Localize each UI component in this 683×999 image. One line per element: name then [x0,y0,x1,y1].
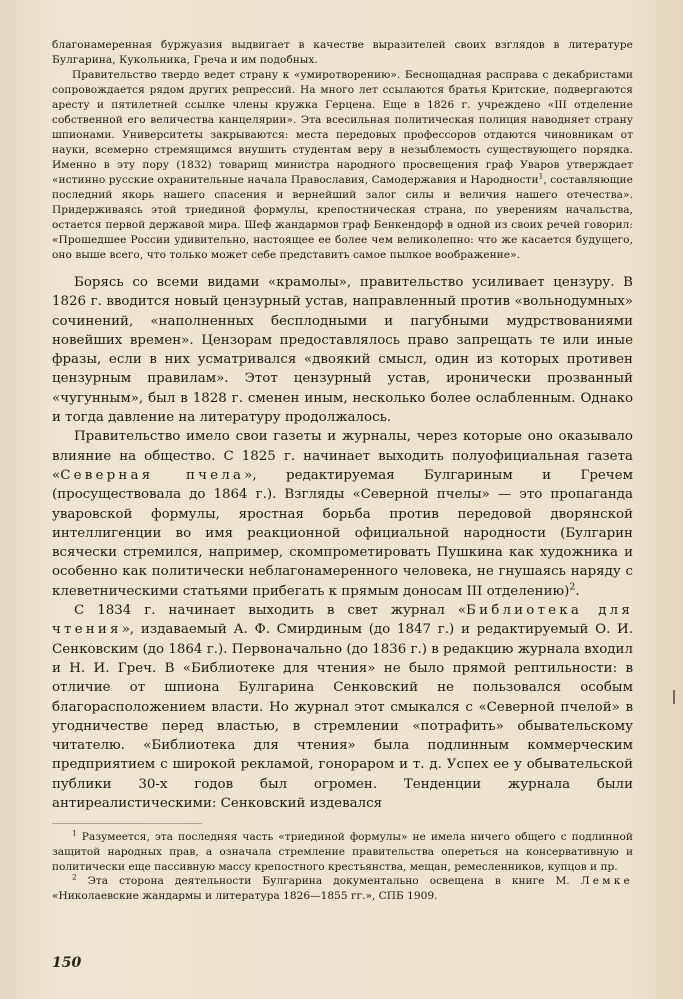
top-paragraph-2-text: Правительство твердо ведет страну к «умиротворению». Беснощадная расправа с декабристами сопровождается рядом других репрессий. На много лет ссылаются братья Критские, подвергаются аресту и пятилетней ссылке члены кружка Герцена. Еще в 1826 г. учреждено «III отделение собственной его величества канцелярии». Эта всесильная политическая полиция наводняет страну шпионами. Университеты закрываются: места передовых профессоров отдаются чиновникам от науки, всемерно стремящимся внушить студентам веру в незыблемость существующего порядка. Именно в эту пору (1832) товарищ министра народного просвещения граф Уваров утверждает «истинно русские охранительные начала Православия, Самодержавия и Народности [52,69,633,186]
main-paragraph-2-a: Правительство имело свои газеты и журналы, через которые оно оказывало влияние на общество. С 1825 г. начинает выходить полуофициальная газета « [52,429,633,483]
page-edge-mark [673,690,675,704]
footnote-1-mark: 1 [72,828,77,838]
main-text [52,273,633,813]
newspaper-title: Северная пчела [60,467,245,483]
footnote-2-text-b: «Николаевские жандармы и литература 1826—1855 гг.», СПБ 1909. [52,889,438,902]
main-paragraph-2-b: », редактируемая Булгариным и Гречем (просуществовала до 1864 г.). Взгляды «Северной пчелы» — это пропаганда уваровской формулы, яростная борьба против передовой дворянской интеллигенции во имя реакционной официальной народности (Булгарин всячески стремился, например, скомпрометировать Пушкина как художника и особенно как политически неблагонамеренного человека, не гнушаясь наряду с клеветническими статьями прибегать к прямым доносам III отделению) [52,467,634,599]
footnote-2-text-a: Эта сторона деятельности Булгарина документально освещена в книге М. [76,875,581,888]
main-paragraph-2-c: . [575,583,580,599]
main-paragraph-3-b: », издаваемый А. Ф. Смирдиным (до 1847 г.) и редактируемый О. И. Сенковским (до 1864 г.). Первоначально (до 1836 г.) в редакцию журнала входил и Н. И. Греч. В «Библиотеке для чтения» не было прямой рептильности: в отличие от шпиона Булгарина Сенковский не пользовался особым благорасположением власти. Но журнал этот смыкался с «Северной пчелой» в угодничестве перед властью, в стремлении «потрафить» обывательскому читателю. «Библиотека для чтения» была подлинным коммерческим предприятием с широкой рекламой, гонораром и т. д. Успех ее у обывательской публики 30-х годов был огромен. Тенденции журнала были антиреалистическими: Сенковский издевался [52,622,633,812]
footnote-1 [52,830,633,874]
footnote-ref-2: 2 [569,581,576,593]
main-paragraph-3 [52,601,633,813]
footnote-ref-1: 1 [538,171,544,181]
journal-title: Библиотека для чтения [52,603,633,638]
footnote-1-text: Разумеется, эта последняя часть «триединой формулы» не имела ничего общего с подлинной защитой народных прав, а означала стремление правительства опереться на консервативную и политически еще пассивную массу крепостного крестьянства, мещан, ремесленников, купцов и пр. [52,831,633,873]
top-paragraph-2 [52,68,633,263]
page-number: 150 [52,955,82,971]
footnote-2 [52,874,633,903]
main-paragraph-2 [52,427,633,601]
footnote-2-mark: 2 [72,872,77,882]
author-name: Лемке [580,875,633,888]
main-paragraph-3-a: С 1834 г. начинает выходить в свет журнал « [74,603,467,619]
main-paragraph-1: Борясь со всеми видами «крамолы», правительство усиливает цензуру. В 1826 г. вводится новый цензурный устав, направленный против «вольнодумных» сочинений, «наполненных бесплодными и пагубными мудрствованиями новейших времен». Цензорам предоставлялось право запрещать те или иные фразы, если в них усматривался «двоякий смысл, один из которых противен цензурным правилам». Этот цензурный устав, иронически прозванный «чугунным», был в 1828 г. сменен иным, несколько более ослабленным. Однако и тогда давление на литературу продолжалось. [52,275,633,426]
footnote-divider [52,823,202,824]
top-paragraph-2-tail: , составляющие последний якорь нашего спасения и вернейший залог силы и величия нашего отечества». Придерживаясь этой триединой формулы, крепостническая страна, по уверениям начальства, остается первой державой мира. Шеф жандармов граф Бенкендорф в одной из своих речей говорил: «Прошедшее России удивительно, настоящее ее более чем великолепно: что же касается будущего, оно выше всего, что только может себе представить самое пылкое воображение». [52,174,633,261]
top-small-block [52,38,633,263]
top-paragraph-1: благонамеренная буржуазия выдвигает в качестве выразителей своих взглядов в литературе Булгарина, Кукольника, Греча и им подобных. [52,39,633,66]
